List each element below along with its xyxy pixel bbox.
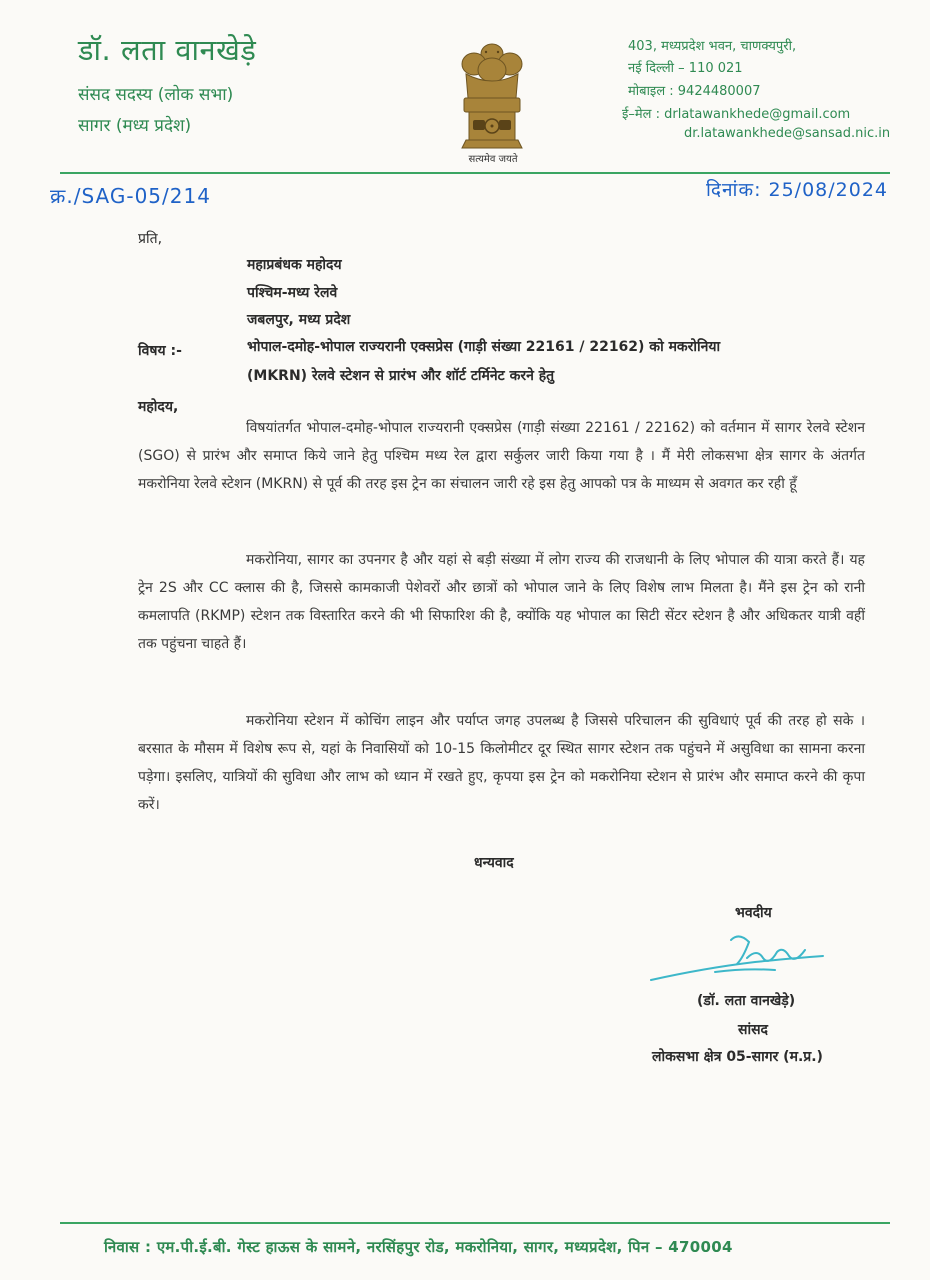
body-paragraph-1: विषयांतर्गत भोपाल-दमोह-भोपाल राज्यरानी एक्सप्रेस (गाड़ी संख्या 22161 / 22162) को वर्तमान में सागर रेलवे स्टेशन (SGO) से प्रारंभ और समाप्त किये जाने हेतु पश्चिम मध्य रेल द्वारा सर्कुलर जारी किया गया है । मैं मेरी लोकसभा क्षेत्र सागर के अंतर्गत मकरोनिया रेलवे स्टेशन (MKRN) से पूर्व की तरह इस ट्रेन का संचालन जारी रहे इस हेतु आपको पत्र के माध्यम से अवगत कर रही हूँ xyxy=(138,420,865,492)
body-paragraph-2: मकरोनिया, सागर का उपनगर है और यहां से बड़ी संख्या में लोग राज्य की राजधानी के लिए भोपाल की यात्रा करते हैं। यह ट्रेन 2S और CC क्लास की है, जिससे कामकाजी पेशेवरों और छात्रों को भोपाल जाने के लिए विशेष लाभ मिलता है। मैंने इस ट्रेन को रानी कमलापति (RKMP) स्टेशन तक विस्तारित करने की भी सिफारिश की है, क्योंकि यह भोपाल का सिटी सेंटर स्टेशन है और अधिकतर यात्री वहीं तक पहुंचना चाहते हैं। xyxy=(138,552,865,652)
sender-role: संसद सदस्य (लोक सभा) xyxy=(78,85,234,105)
body-paragraph-3: मकरोनिया स्टेशन में कोचिंग लाइन और पर्याप्त जगह उपलब्ध है जिससे परिचालन की सुविधाएं पूर्व की तरह हो सके । बरसात के मौसम में विशेष रूप से, यहां के निवासियों को 10-15 किलोमीटर दूर स्थित सागर स्टेशन तक पहुंचने में असुविधा का सामना करना पड़ेगा। इसलिए, यात्रियों की सुविधा और लाभ को ध्यान में रखते हुए, कृपया इस ट्रेन को मकरोनिया स्टेशन से प्रारंभ और समाप्त करने की कृपा करें। xyxy=(138,713,865,813)
email-secondary: dr.latawankhede@sansad.nic.in xyxy=(684,126,891,141)
subject-line-2: (MKRN) रेलवे स्टेशन से प्रारंभ और शॉर्ट टर्मिनेट करने हेतु xyxy=(247,368,555,384)
national-emblem-icon xyxy=(452,40,532,168)
letter-date: दिनांक: 25/08/2024 xyxy=(706,179,889,201)
header-divider xyxy=(60,172,890,174)
to-label: प्रति, xyxy=(138,231,163,247)
footer-divider xyxy=(60,1222,890,1224)
signatory-constituency: लोकसभा क्षेत्र 05-सागर (म.प्र.) xyxy=(652,1049,823,1065)
sender-place: सागर (मध्य प्रदेश) xyxy=(78,116,192,136)
signature-icon xyxy=(645,928,835,988)
subject-label: विषय :- xyxy=(138,343,182,359)
mobile-number: मोबाइल : 9424480007 xyxy=(628,84,761,99)
salutation: महोदय, xyxy=(138,399,179,415)
residence-address: निवास : एम.पी.ई.बी. गेस्ट हाऊस के सामने, नरसिंहपुर रोड, मकरोनिया, सागर, मध्यप्रदेश, पिन – 470004 xyxy=(104,1238,733,1256)
subject-line-1: भोपाल-दमोह-भोपाल राज्यरानी एक्सप्रेस (गाड़ी संख्या 22161 / 22162) को मकरोनिया xyxy=(247,339,721,355)
emblem-motto: सत्यमेव जयते xyxy=(468,154,518,165)
sender-name: डॉ. लता वानखेड़े xyxy=(78,33,257,67)
closing: भवदीय xyxy=(735,905,772,921)
addressee-line-2: पश्चिम-मध्य रेलवे xyxy=(247,285,338,301)
signatory-name: (डॉ. लता वानखेड़े) xyxy=(697,993,796,1009)
address-line-2: नई दिल्ली – 110 021 xyxy=(628,61,743,76)
email-primary: ई–मेल : drlatawankhede@gmail.com xyxy=(622,107,851,122)
addressee-line-1: महाप्रबंधक महोदय xyxy=(247,257,342,273)
signatory-title: सांसद xyxy=(738,1022,768,1038)
reference-number: क्र./SAG-05/214 xyxy=(50,184,211,208)
thanks: धन्यवाद xyxy=(474,855,514,871)
addressee-line-3: जबलपुर, मध्य प्रदेश xyxy=(247,312,351,328)
address-line-1: 403, मध्यप्रदेश भवन, चाणक्यपुरी, xyxy=(628,39,797,54)
